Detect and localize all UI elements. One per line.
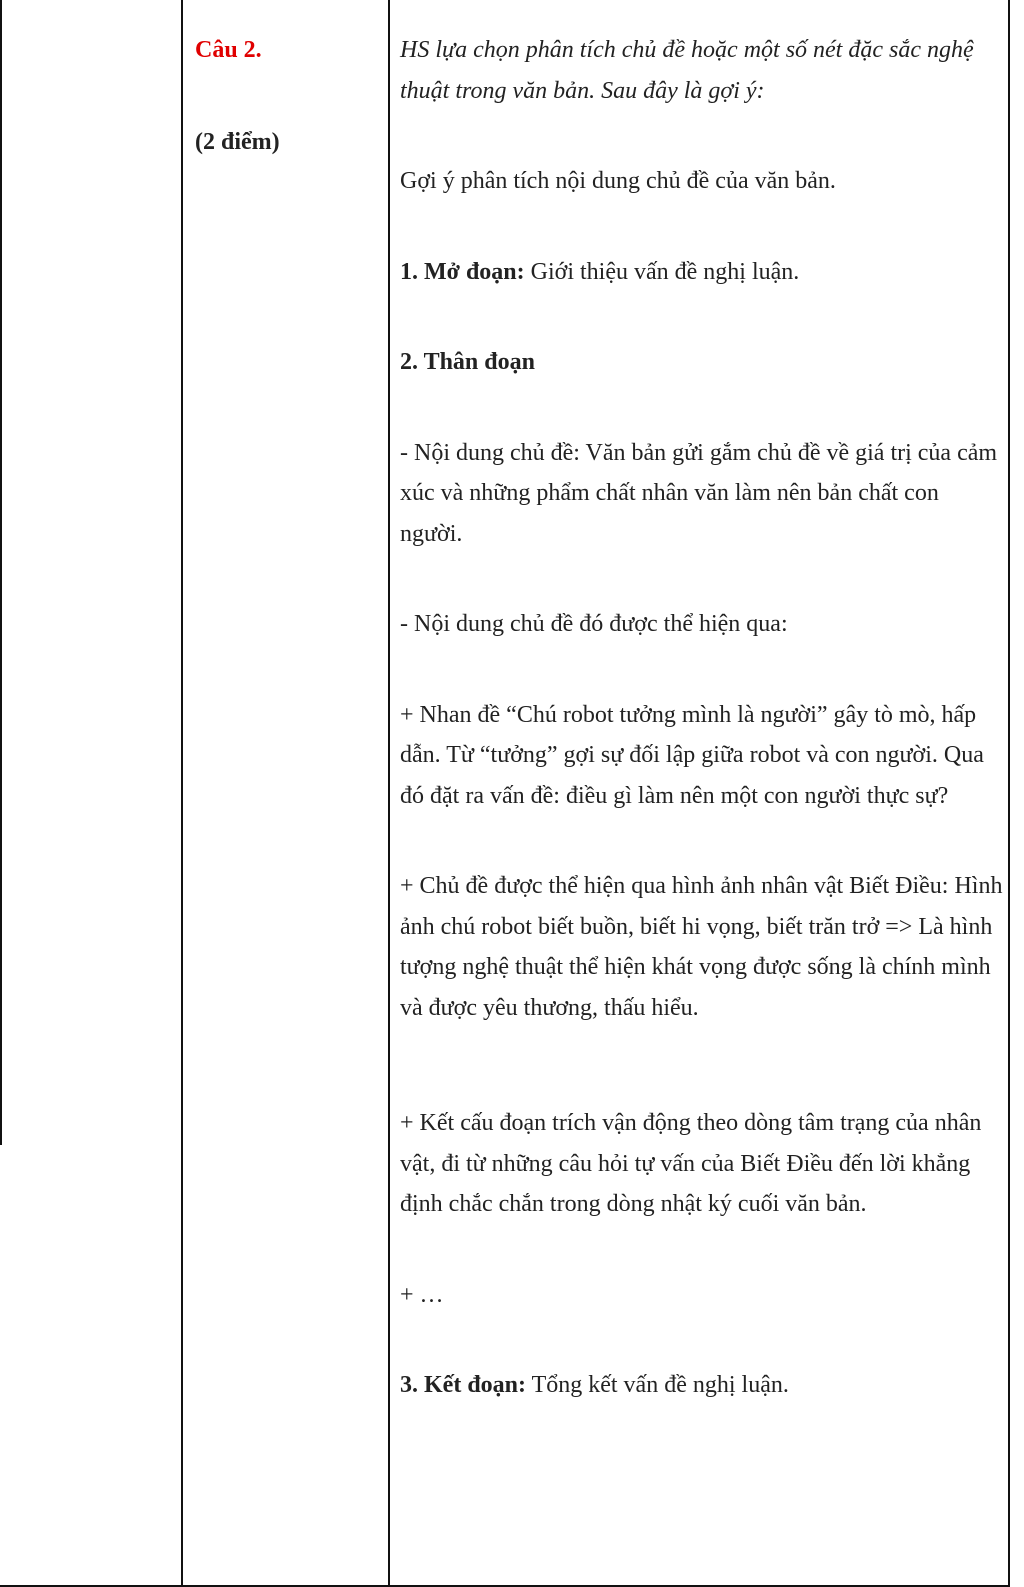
theme-line-1: - Nội dung chủ đề: Văn bản gửi gắm chủ đề về giá trị của cảm xúc và những phẩm chất nhân văn làm nên bản chất con người. <box>400 439 998 547</box>
open-label: 1. Mở đoạn: <box>400 258 525 285</box>
question-cell <box>195 30 375 162</box>
suggestion-text: Gợi ý phân tích nội dung chủ đề của văn bản. <box>400 168 836 194</box>
close-paragraph <box>400 1365 1005 1406</box>
open-text: Giới thiệu vấn đề nghị luận. <box>524 258 800 285</box>
point-2: + Chủ đề được thể hiện qua hình ảnh nhân vật Biết Điều: Hình ảnh chú robot biết buồn, biết hi vọng, biết trăn trở => Là hình tượng nghệ thuật thể hiện khát vọng được sống là chính mình và được yêu thương, thấu hiểu. <box>400 873 1003 1021</box>
question-label: Câu 2. <box>195 37 262 63</box>
open-paragraph <box>400 252 1005 293</box>
body-label: 2. Thân đoạn <box>400 349 535 375</box>
table-border-left <box>0 0 2 1145</box>
points-label: (2 điểm) <box>195 129 280 155</box>
point-4: + … <box>400 1281 444 1308</box>
intro-text: HS lựa chọn phân tích chủ đề hoặc một số nét đặc sắc nghệ thuật trong văn bản. Sau đây là gợi ý: <box>400 37 974 104</box>
point-3: + Kết cấu đoạn trích vận động theo dòng tâm trạng của nhân vật, đi từ những câu hỏi tự vấn của Biết Điều đến lời khẳng định chắc chắn trong dòng nhật ký cuối văn bản. <box>400 1110 982 1217</box>
answer-cell <box>400 30 1005 1406</box>
table-border-right <box>1008 0 1010 1587</box>
point-1: + Nhan đề “Chú robot tưởng mình là người” gây tò mò, hấp dẫn. Từ “tưởng” gợi sự đối lập giữa robot và con người. Qua đó đặt ra vấn đề: điều gì làm nên một con người thực sự? <box>400 701 984 809</box>
table-border-col1 <box>181 0 183 1587</box>
close-text: Tổng kết vấn đề nghị luận. <box>526 1372 789 1398</box>
theme-line-2: - Nội dung chủ đề đó được thể hiện qua: <box>400 611 788 637</box>
table-border-col2 <box>388 0 390 1587</box>
close-label: 3. Kết đoạn: <box>400 1372 526 1398</box>
